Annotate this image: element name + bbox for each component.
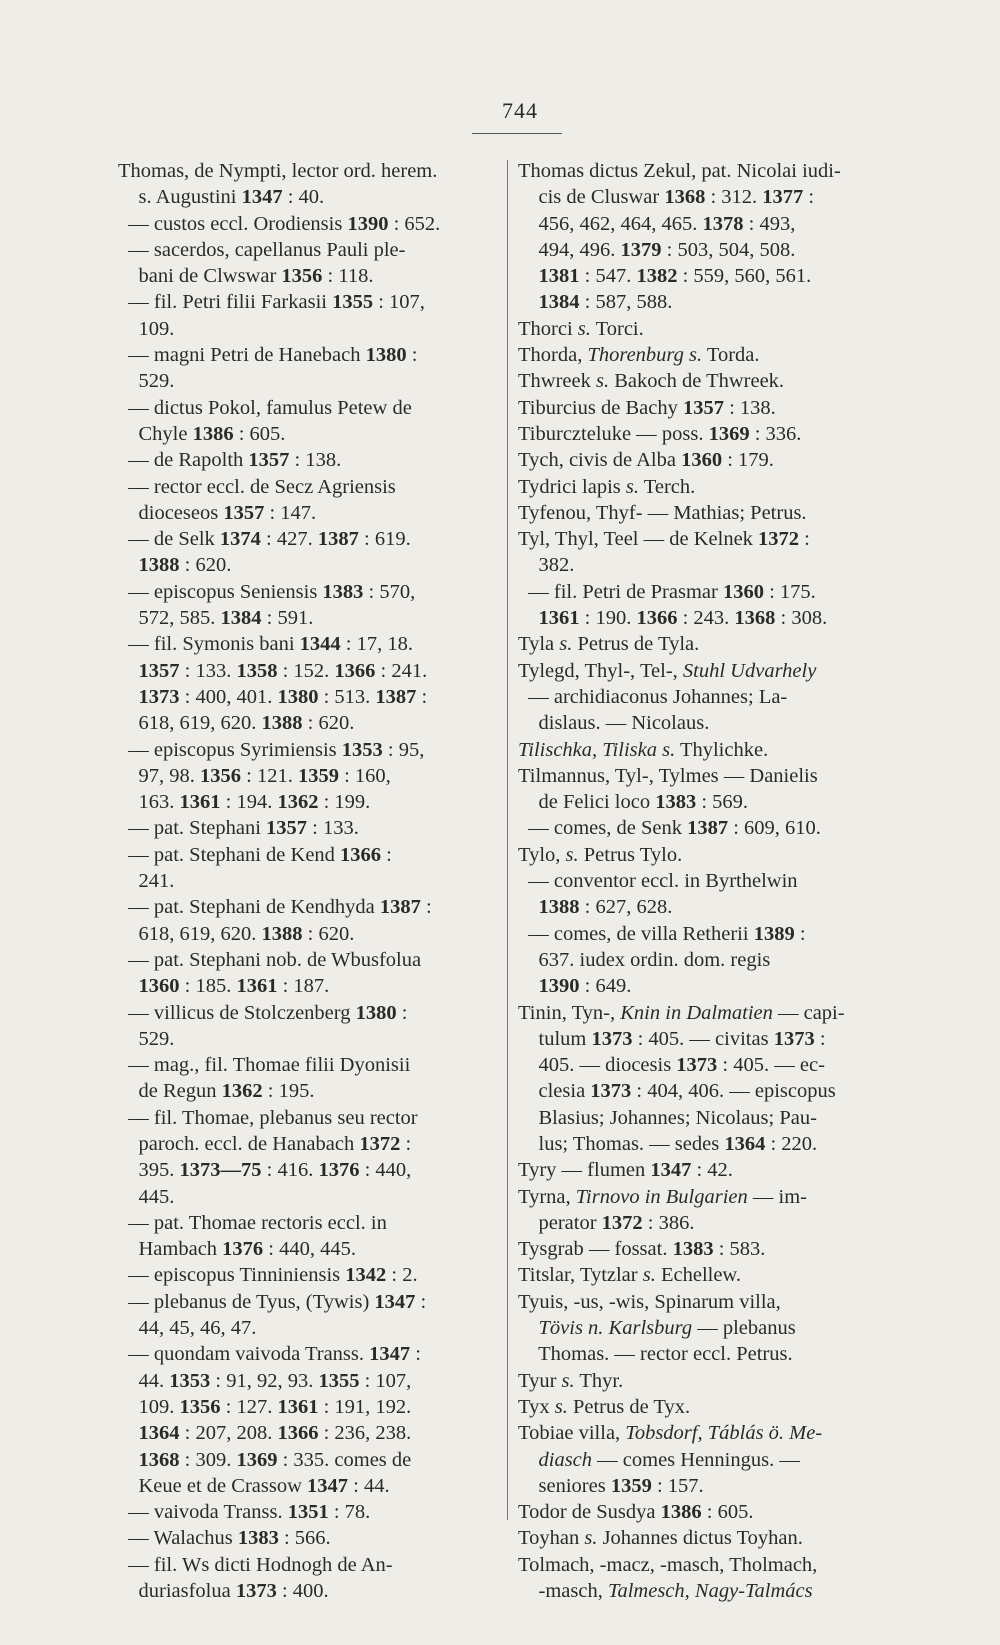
index-line: 163. 1361 : 194. 1362 : 199. — [118, 791, 371, 814]
index-line: -masch, Talmesch, Nagy-Talmács — [518, 1580, 813, 1603]
index-line: Tyx s. Petrus de Tyx. — [518, 1395, 691, 1418]
index-line: — vaivoda Transs. 1351 : 78. — [118, 1501, 371, 1524]
index-line: — villicus de Stolczenberg 1380 : — [118, 1001, 408, 1024]
index-line: Tyur s. Thyr. — [518, 1369, 624, 1392]
index-line: Tych, civis de Alba 1360 : 179. — [518, 449, 774, 472]
index-line: cis de Cluswar 1368 : 312. 1377 : — [518, 186, 815, 209]
index-line: Tydrici lapis s. Terch. — [518, 475, 696, 498]
index-line: Tinin, Tyn-, Knin in Dalmatien — capi- — [518, 1001, 845, 1024]
index-line: 1373 : 400, 401. 1380 : 513. 1387 : — [138, 685, 428, 708]
index-line: — pat. Stephani de Kendhyda 1387 : — [118, 896, 432, 919]
index-line: 1388 : 627, 628. — [538, 896, 673, 919]
index-line: — episcopus Tinniniensis 1342 : 2. — [118, 1264, 418, 1287]
index-line: 1360 : 185. 1361 : 187. — [138, 975, 330, 998]
index-line: 97, 98. 1356 : 121. 1359 : 160, — [118, 764, 391, 787]
index-line: 618, 619, 620. 1388 : 620. — [118, 712, 355, 735]
index-line: de Felici loco 1383 : 569. — [518, 791, 749, 814]
index-line: — pat. Stephani 1357 : 133. — [118, 817, 359, 840]
index-line: Titslar, Tytzlar s. Echellew. — [518, 1264, 742, 1287]
index-line: Todor de Susdya 1386 : 605. — [518, 1501, 754, 1524]
index-line: — conventor eccl. in Byrthelwin — [518, 870, 798, 893]
left-column — [118, 158, 503, 1604]
index-line: Tiburcius de Bachy 1357 : 138. — [518, 396, 776, 419]
index-line: Chyle 1386 : 605. — [118, 422, 286, 445]
index-line: 1384 : 587, 588. — [538, 291, 673, 314]
index-line: 44. 1353 : 91, 92, 93. 1355 : 107, — [118, 1369, 412, 1392]
index-line: 529. — [118, 370, 175, 393]
index-line: — de Selk 1374 : 427. 1387 : 619. — [118, 528, 411, 551]
index-line: Tolmach, -macz, -masch, Tholmach, — [518, 1553, 818, 1576]
index-line: — quondam vaivoda Transs. 1347 : — [118, 1343, 421, 1366]
index-line: Tilischka, Tiliska s. Thylichke. — [518, 738, 769, 761]
index-line: 1364 : 207, 208. 1366 : 236, 238. — [138, 1422, 412, 1445]
index-line: Tyrna, Tirnovo in Bulgarien — im- — [518, 1185, 807, 1208]
index-line: Thomas. — rector eccl. Petrus. — [518, 1343, 793, 1366]
index-line: Tilmannus, Tyl-, Tylmes — Danielis — [518, 764, 818, 787]
page-number-rule — [472, 133, 562, 134]
index-line: dislaus. — Nicolaus. — [518, 712, 710, 735]
index-line: — Walachus 1383 : 566. — [118, 1527, 331, 1550]
index-line: 494, 496. 1379 : 503, 504, 508. — [518, 238, 796, 261]
index-line: Tiburczteluke — poss. 1369 : 336. — [518, 422, 802, 445]
index-line: — dictus Pokol, famulus Petew de — [118, 396, 412, 419]
index-line: Tylegd, Thyl-, Tel-, Stuhl Udvarhely — [518, 659, 817, 682]
index-line: 445. — [118, 1185, 175, 1208]
index-line: dioceseos 1357 : 147. — [118, 501, 317, 524]
index-line: 618, 619, 620. 1388 : 620. — [118, 922, 355, 945]
index-line: — pat. Thomae rectoris eccl. in — [118, 1211, 387, 1234]
index-line: — episcopus Syrimiensis 1353 : 95, — [118, 738, 425, 761]
index-line: 1368 : 309. 1369 : 335. comes de — [138, 1448, 412, 1471]
index-line: clesia 1373 : 404, 406. — episcopus — [518, 1080, 836, 1103]
index-line: 382. — [518, 554, 575, 577]
index-line: Thorda, Thorenburg s. Torda. — [518, 344, 760, 367]
index-line: 1357 : 133. 1358 : 152. 1366 : 241. — [138, 659, 428, 682]
index-line: seniores 1359 : 157. — [518, 1474, 704, 1497]
index-line: Keue et de Crassow 1347 : 44. — [118, 1474, 390, 1497]
index-line: 44, 45, 46, 47. — [118, 1317, 257, 1340]
index-line: — fil. Ws dicti Hodnogh de An- — [118, 1553, 393, 1576]
index-line: Thomas, de Nympti, lector ord. herem. — [118, 160, 438, 182]
right-column — [518, 158, 918, 1604]
index-line: 529. — [118, 1027, 175, 1050]
index-line: Tyla s. Petrus de Tyla. — [518, 633, 700, 656]
index-line: 456, 462, 464, 465. 1378 : 493, — [518, 212, 796, 235]
index-line: — mag., fil. Thomae filii Dyonisii — [118, 1054, 411, 1077]
index-line: — fil. Petri de Prasmar 1360 : 175. — [518, 580, 816, 603]
index-line: — magni Petri de Hanebach 1380 : — [118, 344, 418, 367]
index-line: de Regun 1362 : 195. — [118, 1080, 315, 1103]
index-line: 637. iudex ordin. dom. regis — [518, 948, 771, 971]
index-line: Tylo, s. Petrus Tylo. — [518, 843, 683, 866]
index-line: Tyl, Thyl, Teel — de Kelnek 1372 : — [518, 528, 810, 551]
index-line: Tövis n. Karlsburg — plebanus — [538, 1317, 796, 1340]
index-line: — fil. Symonis bani 1344 : 17, 18. — [118, 633, 413, 656]
index-line: Blasius; Johannes; Nicolaus; Pau- — [518, 1106, 817, 1129]
index-line: — rector eccl. de Secz Agriensis — [118, 475, 396, 498]
index-line: — pat. Stephani de Kend 1366 : — [118, 843, 392, 866]
index-line: Hambach 1376 : 440, 445. — [118, 1238, 356, 1261]
index-line: Tyfenou, Thyf- — Mathias; Petrus. — [518, 501, 807, 524]
index-line: tulum 1373 : 405. — civitas 1373 : — [518, 1027, 826, 1050]
index-line: — fil. Thomae, plebanus seu rector — [118, 1106, 418, 1129]
index-line: Tyry — flumen 1347 : 42. — [518, 1159, 733, 1182]
index-line: — plebanus de Tyus, (Tywis) 1347 : — [118, 1290, 427, 1313]
index-line: Tysgrab — fossat. 1383 : 583. — [518, 1238, 766, 1261]
column-divider — [507, 160, 508, 1520]
index-line: paroch. eccl. de Hanabach 1372 : — [118, 1132, 412, 1155]
index-line: 1390 : 649. — [538, 975, 632, 998]
index-line: Thorci s. Torci. — [518, 317, 644, 340]
index-line: Tobiae villa, Tobsdorf, Táblás ö. Me- — [518, 1422, 823, 1445]
index-line: Thomas dictus Zekul, pat. Nicolai iudi- — [518, 160, 841, 182]
page-number: 744 — [502, 98, 538, 123]
index-line: 395. 1373—75 : 416. 1376 : 440, — [118, 1159, 412, 1182]
index-line: — sacerdos, capellanus Pauli ple- — [118, 238, 406, 261]
index-line: 109. — [118, 317, 175, 340]
index-line: duriasfolua 1373 : 400. — [118, 1580, 329, 1603]
index-line: 109. 1356 : 127. 1361 : 191, 192. — [118, 1395, 412, 1418]
index-line: s. Augustini 1347 : 40. — [118, 186, 325, 209]
index-line: — custos eccl. Orodiensis 1390 : 652. — [118, 212, 441, 235]
index-line: diasch — comes Henningus. — — [538, 1448, 800, 1471]
index-line: — pat. Stephani nob. de Wbusfolua — [118, 948, 422, 971]
index-line: — comes, de villa Retherii 1389 : — [518, 922, 806, 945]
index-line: — de Rapolth 1357 : 138. — [118, 449, 342, 472]
index-line: 405. — diocesis 1373 : 405. — ec- — [518, 1054, 825, 1077]
index-line: 1361 : 190. 1366 : 243. 1368 : 308. — [538, 607, 828, 630]
index-line: perator 1372 : 386. — [518, 1211, 695, 1234]
index-line: — fil. Petri filii Farkasii 1355 : 107, — [118, 291, 425, 314]
index-line: 241. — [118, 870, 175, 893]
index-line: — episcopus Seniensis 1383 : 570, — [118, 580, 416, 603]
index-line: — archidiaconus Johannes; La- — [518, 685, 788, 708]
index-line: Tyuis, -us, -wis, Spinarum villa, — [518, 1290, 781, 1313]
index-line: lus; Thomas. — sedes 1364 : 220. — [518, 1132, 818, 1155]
index-line: — comes, de Senk 1387 : 609, 610. — [518, 817, 821, 840]
index-line: 572, 585. 1384 : 591. — [118, 607, 314, 630]
index-line: 1388 : 620. — [138, 554, 232, 577]
index-line: 1381 : 547. 1382 : 559, 560, 561. — [538, 265, 812, 288]
index-line: bani de Clwswar 1356 : 118. — [118, 265, 374, 288]
index-line: Toyhan s. Johannes dictus Toyhan. — [518, 1527, 803, 1550]
index-line: Thwreek s. Bakoch de Thwreek. — [518, 370, 785, 393]
